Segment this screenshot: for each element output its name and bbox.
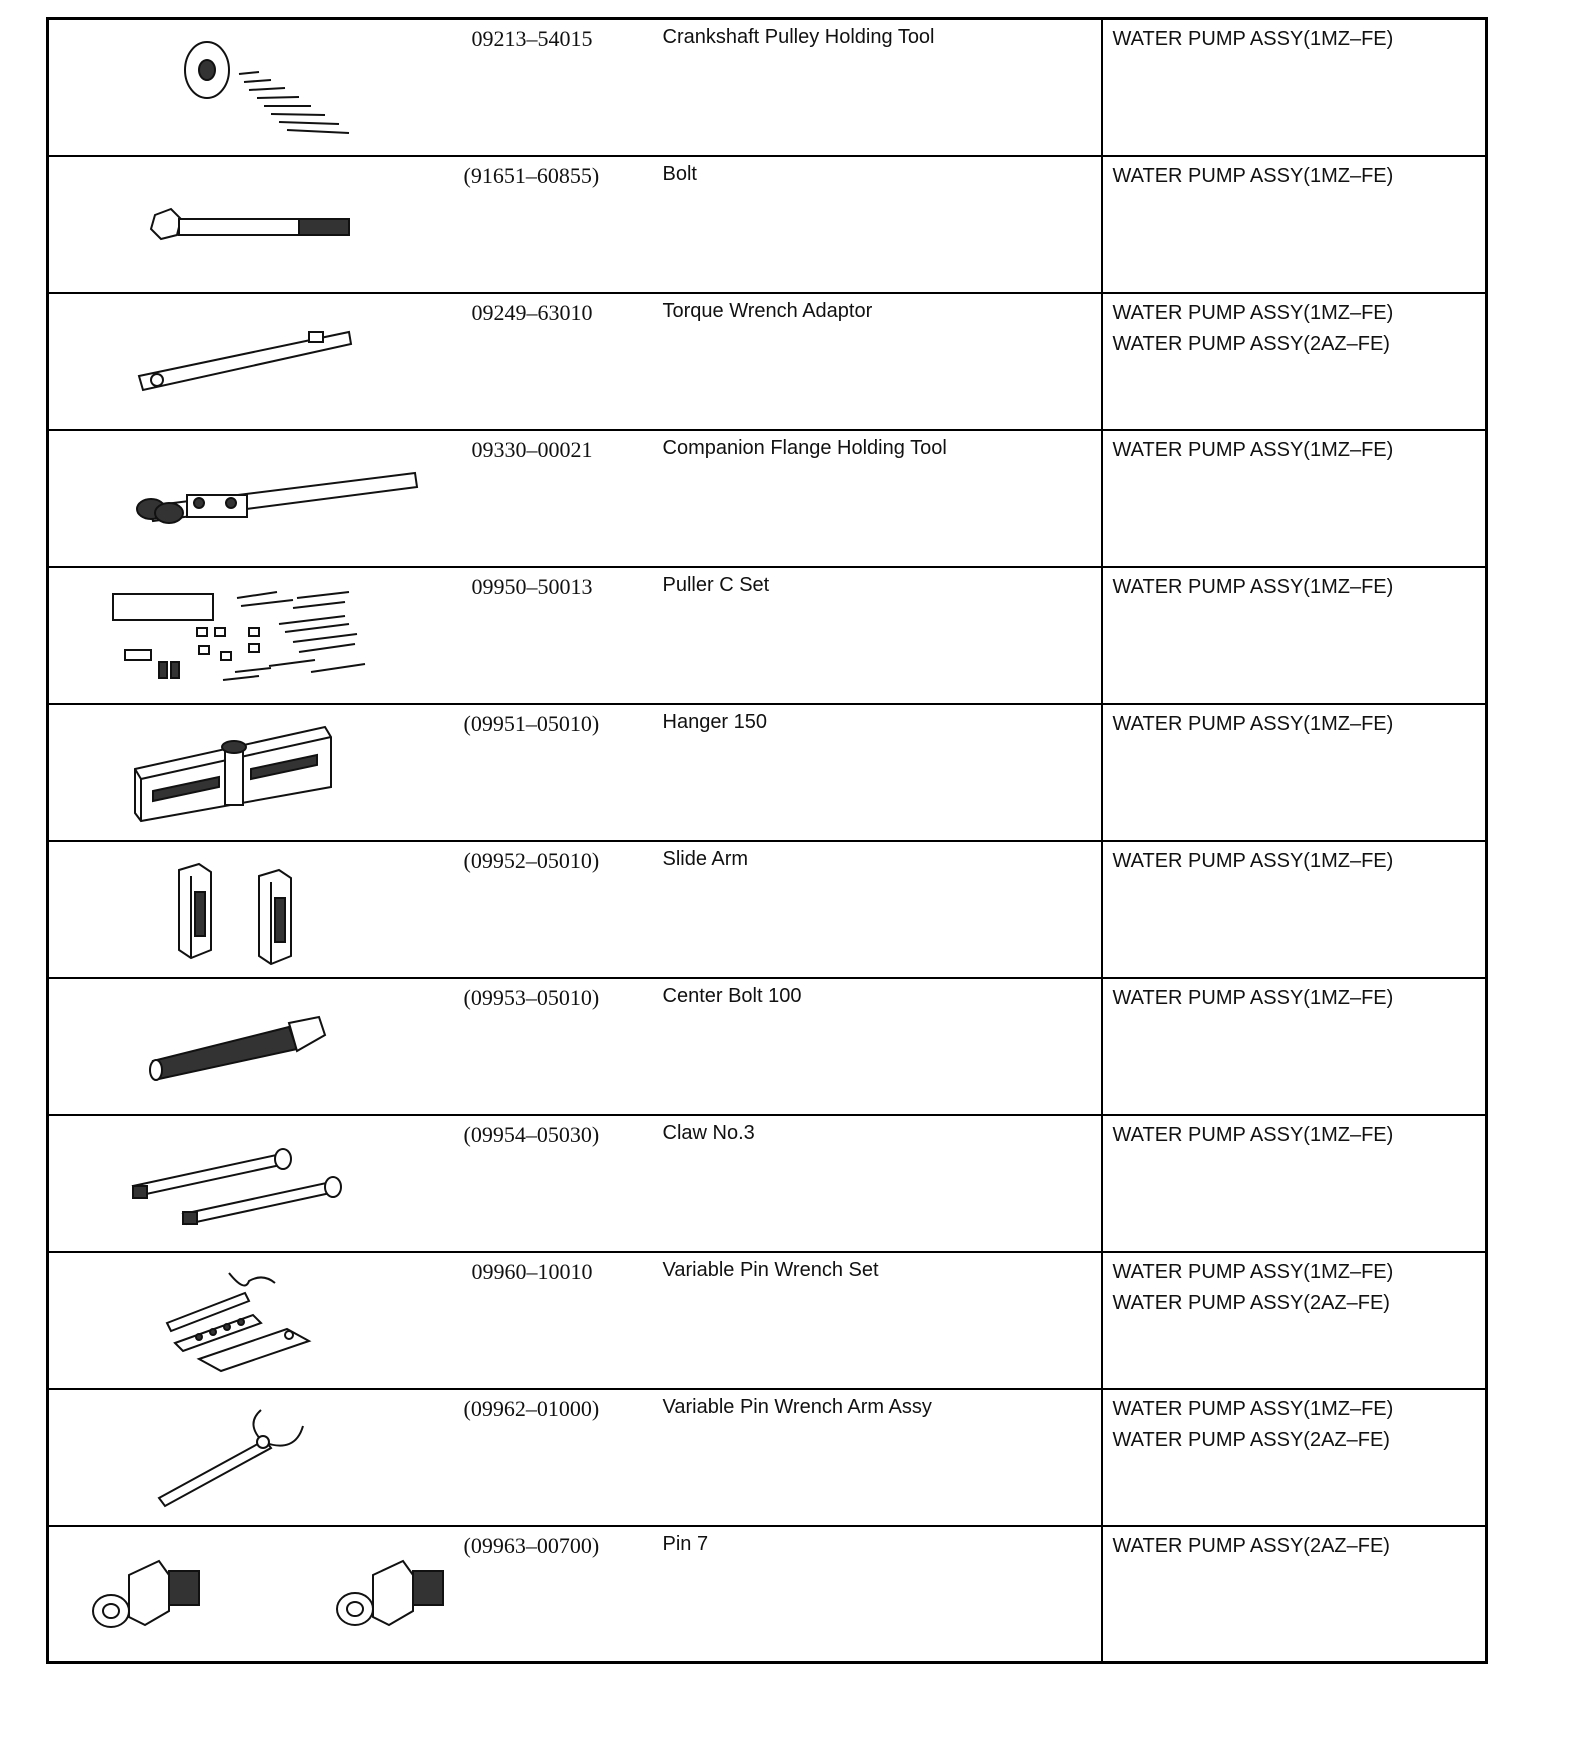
- tool-illustration-cell: [48, 19, 460, 156]
- tool-illustration-cell: [48, 704, 460, 841]
- tool-name: Pin 7: [662, 1532, 709, 1555]
- hanger-icon: [49, 705, 461, 842]
- part-number: (09951–05010): [463, 710, 600, 736]
- tool-illustration-cell: [48, 156, 460, 293]
- usage-line: WATER PUMP ASSY(1MZ–FE): [1112, 575, 1394, 598]
- tool-illustration-cell: [48, 978, 460, 1115]
- table-row: [48, 978, 1487, 1115]
- pin-wrench-set-icon: [49, 1253, 461, 1390]
- tool-name: Crankshaft Pulley Holding Tool: [662, 26, 935, 48]
- pulley-holding-tool-icon: [49, 20, 461, 157]
- usage-line: WATER PUMP ASSY(1MZ–FE): [1112, 1260, 1394, 1283]
- usage-line: WATER PUMP ASSY(1MZ–FE): [1112, 1397, 1394, 1420]
- usage-line: WATER PUMP ASSY(1MZ–FE): [1112, 28, 1394, 50]
- table-row: [48, 1389, 1487, 1526]
- part-number: (09962–01000): [463, 1395, 600, 1421]
- part-number: (09954–05030): [463, 1121, 600, 1147]
- part-number: 09950–50013: [471, 573, 593, 599]
- tool-illustration-cell: [48, 430, 460, 567]
- usage-line: WATER PUMP ASSY(1MZ–FE): [1112, 712, 1394, 735]
- pin-wrench-arm-icon: [49, 1390, 461, 1527]
- tool-name: Variable Pin Wrench Arm Assy: [662, 1395, 932, 1418]
- table-row: [48, 841, 1487, 978]
- tool-illustration-cell: [48, 1389, 460, 1526]
- tool-illustration-cell: [48, 841, 460, 978]
- usage-line: WATER PUMP ASSY(1MZ–FE): [1112, 301, 1394, 324]
- tool-name: Claw No.3: [662, 1121, 755, 1144]
- usage-line: WATER PUMP ASSY(2AZ–FE): [1112, 1291, 1390, 1314]
- part-number: 09213–54015: [471, 26, 593, 51]
- tool-name: Center Bolt 100: [662, 984, 802, 1007]
- table-row: [48, 156, 1487, 293]
- table-row: [48, 293, 1487, 430]
- usage-line: WATER PUMP ASSY(2AZ–FE): [1112, 1428, 1390, 1451]
- tool-illustration-cell: [48, 567, 460, 704]
- usage-line: WATER PUMP ASSY(1MZ–FE): [1112, 986, 1394, 1009]
- table-row: [48, 704, 1487, 841]
- tool-name: Hanger 150: [662, 710, 768, 733]
- usage-line: WATER PUMP ASSY(1MZ–FE): [1112, 164, 1394, 187]
- usage-line: WATER PUMP ASSY(2AZ–FE): [1112, 332, 1390, 355]
- table-row: [48, 567, 1487, 704]
- usage-line: WATER PUMP ASSY(1MZ–FE): [1112, 1123, 1394, 1146]
- table-row: [48, 1526, 1487, 1663]
- tool-illustration-cell: [48, 1252, 460, 1389]
- puller-set-icon: [49, 568, 461, 705]
- tool-name: Torque Wrench Adaptor: [662, 299, 873, 322]
- pin-icon: [49, 1527, 461, 1664]
- special-service-tools-table: [46, 17, 1488, 1664]
- part-number: 09330–00021: [471, 436, 593, 462]
- bolt-icon: [49, 157, 461, 294]
- claw-icon: [49, 1116, 461, 1253]
- table-row: [48, 19, 1487, 156]
- part-number: 09960–10010: [471, 1258, 593, 1284]
- tool-name: Companion Flange Holding Tool: [662, 436, 947, 459]
- usage-line: WATER PUMP ASSY(1MZ–FE): [1112, 849, 1394, 872]
- tool-name: Bolt: [662, 162, 697, 185]
- tool-name: Puller C Set: [662, 573, 770, 596]
- tool-illustration-cell: [48, 1526, 460, 1663]
- tool-name: Variable Pin Wrench Set: [662, 1258, 879, 1281]
- part-number: (09953–05010): [463, 984, 600, 1010]
- flange-holding-tool-icon: [49, 431, 461, 568]
- center-bolt-icon: [49, 979, 461, 1116]
- slide-arm-icon: [49, 842, 461, 979]
- part-number: (09963–00700): [463, 1532, 600, 1558]
- table-row: [48, 1252, 1487, 1389]
- tool-illustration-cell: [48, 293, 460, 430]
- tool-name: Slide Arm: [662, 847, 749, 870]
- table-row: [48, 1115, 1487, 1252]
- part-number: (91651–60855): [463, 162, 600, 188]
- part-number: 09249–63010: [471, 299, 593, 325]
- torque-wrench-adaptor-icon: [49, 294, 461, 431]
- part-number: (09952–05010): [463, 847, 600, 873]
- usage-line: WATER PUMP ASSY(2AZ–FE): [1112, 1534, 1390, 1557]
- tool-illustration-cell: [48, 1115, 460, 1252]
- usage-line: WATER PUMP ASSY(1MZ–FE): [1112, 438, 1394, 461]
- table-row: [48, 430, 1487, 567]
